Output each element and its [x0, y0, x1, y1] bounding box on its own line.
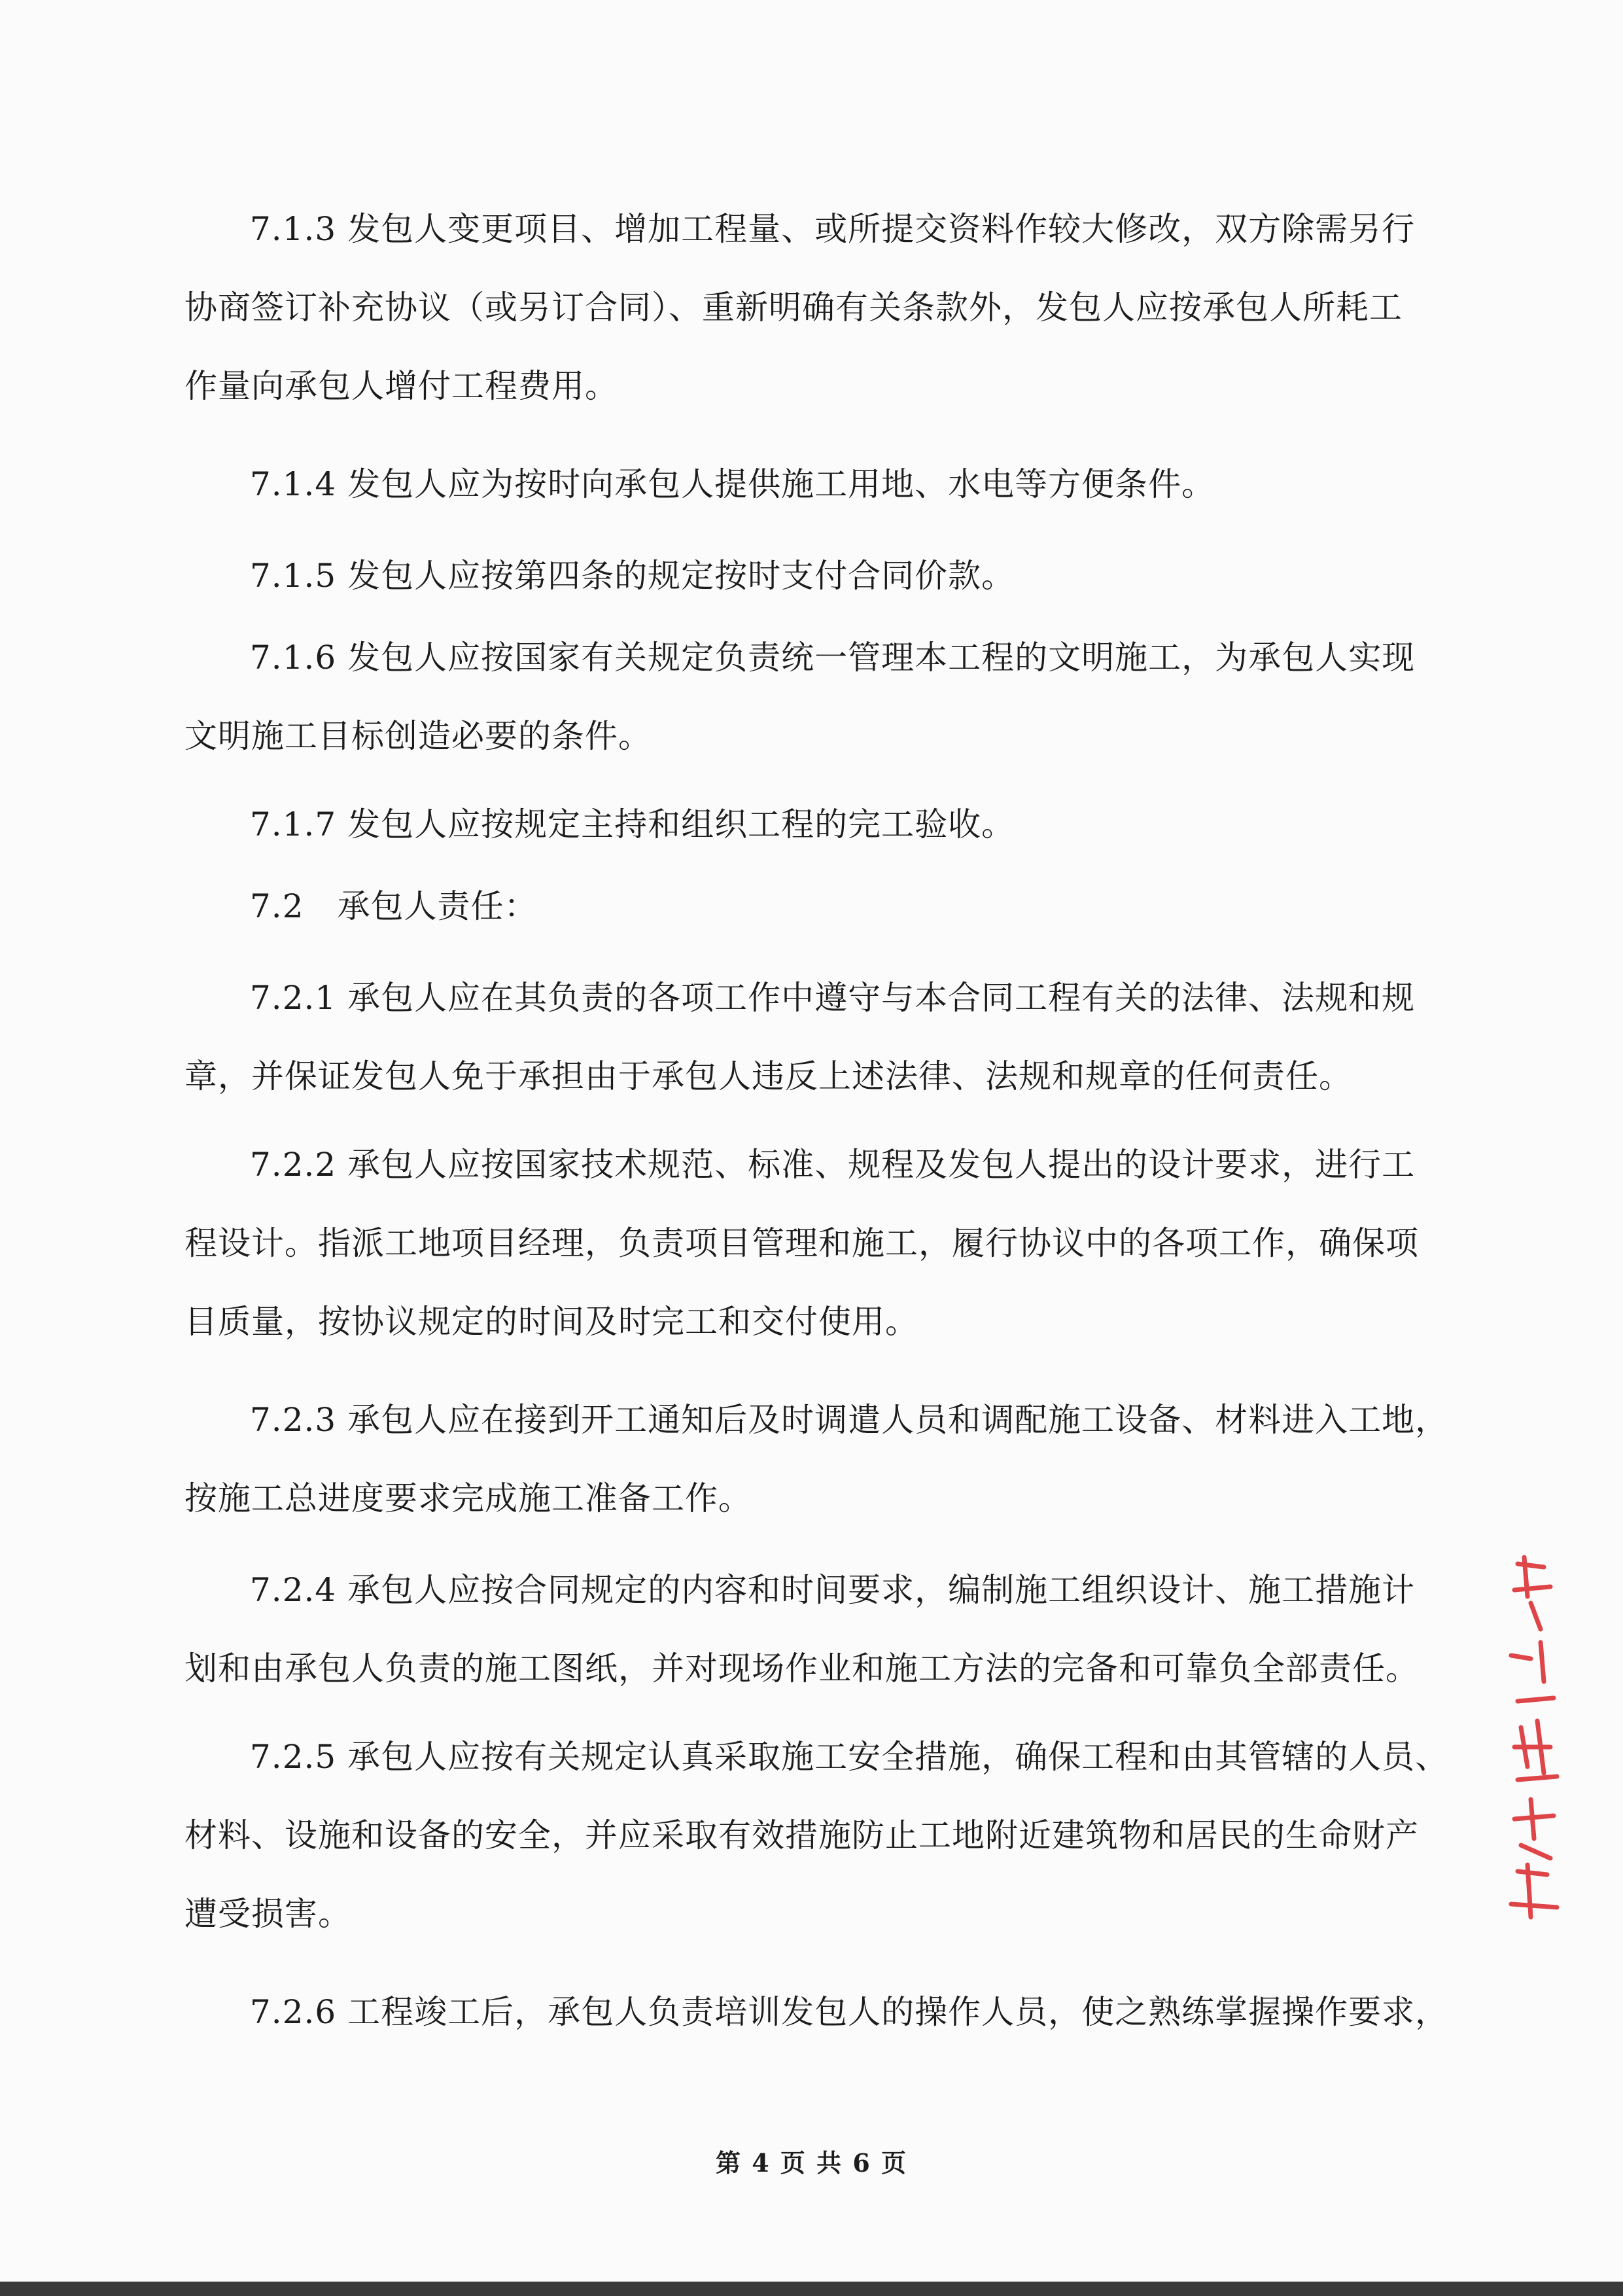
clause-7-1-4	[184, 445, 1388, 523]
text-line: 7.2.6 工程竣工后，承包人负责培训发包人的操作人员，使之熟练掌握操作要求，	[250, 1993, 1449, 2031]
text-line: 目质量，按协议规定的时间及时完工和交付使用。	[184, 1303, 918, 1341]
text-line: 文明施工目标创造必要的条件。	[184, 717, 652, 755]
text-line: 7.2.4 承包人应按合同规定的内容和时间要求，编制施工组织设计、施工措施计	[250, 1571, 1416, 1609]
text-line: 协商签订补充协议（或另订合同）、重新明确有关条款外，发包人应按承包人所耗工	[184, 289, 1403, 327]
clause-7-1-5	[184, 537, 1388, 615]
stamp-mark	[1511, 1865, 1557, 1917]
stamp-mark	[1514, 1721, 1557, 1780]
clause-7-1-3	[184, 190, 1416, 425]
clause-7-2-2	[184, 1125, 1419, 1361]
text-line: 按施工总进度要求完成施工准备工作。	[184, 1479, 752, 1517]
text-line: 7.1.5 发包人应按第四条的规定按时支付合同价款。	[250, 557, 1015, 595]
text-line: 7.2.2 承包人应按国家技术规范、标准、规程及发包人提出的设计要求，进行工	[250, 1146, 1416, 1184]
section-7-2-heading	[184, 867, 1388, 945]
clause-7-2-5	[184, 1718, 1449, 1953]
text-line: 章，并保证发包人免于承担由于承包人违反上述法律、法规和规章的任何责任。	[184, 1057, 1352, 1095]
text-line: 7.2.5 承包人应按有关规定认真采取施工安全措施，确保工程和由其管辖的人员、	[250, 1738, 1449, 1776]
clause-7-2-1	[184, 959, 1416, 1116]
clause-7-2-4	[184, 1551, 1419, 1708]
text-line: 7.1.3 发包人变更项目、增加工程量、或所提交资料作较大修改，双方除需另行	[250, 210, 1416, 248]
text-line: 7.1.7 发包人应按规定主持和组织工程的完工验收。	[250, 805, 1015, 843]
text-line: 7.1.4 发包人应为按时向承包人提供施工用地、水电等方便条件。	[250, 465, 1215, 503]
clause-7-1-6	[184, 618, 1416, 775]
text-line: 遭受损害。	[184, 1895, 351, 1933]
clause-7-1-7	[184, 785, 1388, 864]
page-number-footer: 第 4 页 共 6 页	[715, 2148, 908, 2178]
text-line: 7.1.6 发包人应按国家有关规定负责统一管理本工程的文明施工，为承包人实现	[250, 639, 1416, 677]
section-heading: 7.2 承包人责任：	[250, 887, 538, 925]
text-line: 作量向承包人增付工程费用。	[184, 367, 618, 405]
stamp-mark	[1514, 1799, 1554, 1858]
stamp-mark	[1511, 1642, 1554, 1701]
text-line: 划和由承包人负责的施工图纸，并对现场作业和施工方法的完备和可靠负全部责任。	[184, 1650, 1419, 1687]
clause-7-2-6	[184, 1973, 1449, 2051]
text-line: 7.2.3 承包人应在接到开工通知后及时调遣人员和调配施工设备、材料进入工地，	[250, 1401, 1449, 1439]
text-line: 材料、设施和设备的安全，并应采取有效措施防止工地附近建筑物和居民的生命财产	[184, 1816, 1419, 1854]
text-line: 7.2.1 承包人应在其负责的各项工作中遵守与本合同工程有关的法律、法规和规	[250, 979, 1416, 1017]
text-line: 程设计。指派工地项目经理，负责项目管理和施工，履行协议中的各项工作，确保项	[184, 1224, 1419, 1262]
clause-7-2-3	[184, 1381, 1449, 1538]
seal-stamp	[1505, 1551, 1563, 1930]
scan-bottom-edge	[0, 2282, 1623, 2296]
stamp-mark	[1514, 1557, 1550, 1629]
